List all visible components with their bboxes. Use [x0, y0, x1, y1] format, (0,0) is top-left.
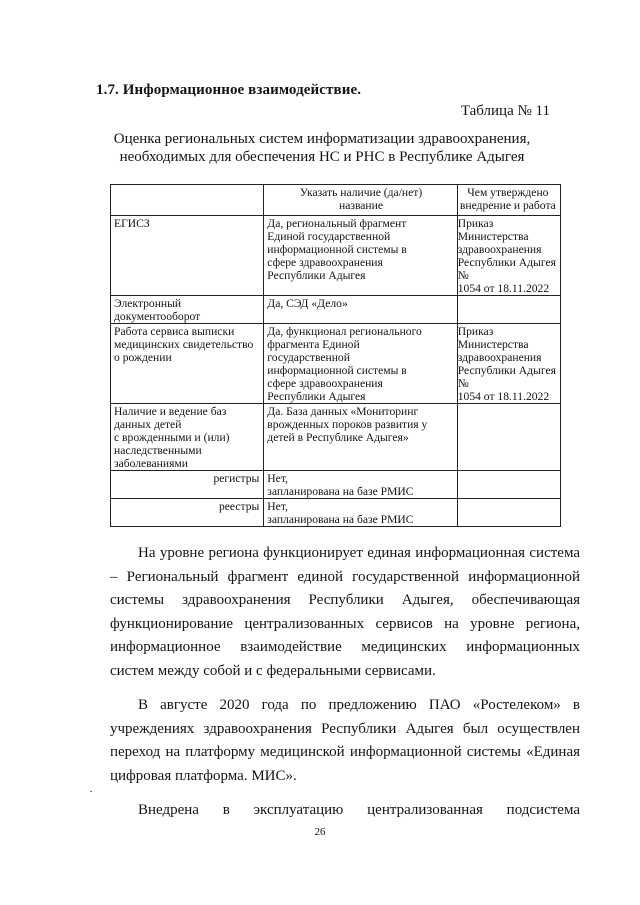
scan-artifact	[90, 791, 92, 792]
table-cell: ЕГИСЗ	[111, 216, 264, 296]
table-row	[111, 324, 561, 404]
table-header-row	[111, 185, 561, 216]
table-cell: регистры	[111, 471, 264, 499]
table-row	[111, 499, 561, 527]
table-cell: Работа сервиса выписки медицинских свидетельство о рождении	[111, 324, 264, 404]
section-heading: 1.7. Информационное взаимодействие.	[96, 82, 362, 98]
table-cell: реестры	[111, 499, 264, 527]
table-row	[111, 216, 561, 296]
table-cell: Нет, запланирована на базе РМИС	[264, 471, 457, 499]
table-cell: Да, региональный фрагмент Единой государственной информационной системы в сфере здравоохранения Республики Адыгея	[264, 216, 457, 296]
table-cell: Да, СЭД «Дело»	[264, 296, 457, 324]
header-cell: Чем утверждено внедрение и работа	[457, 185, 560, 216]
table-cell: Электронный документооборот	[111, 296, 264, 324]
table-row	[111, 296, 561, 324]
table-cell: Приказ Министерства здравоохранения Республики Адыгея № 1054 от 18.11.2022	[457, 216, 560, 296]
paragraph: В августе 2020 года по предложению ПАО «Ростелеком» в учреждениях здравоохранения Республики Адыгея был осуществлен переход на платформу медицинской информационной системы «Единая цифровая платформа. МИС».	[110, 697, 580, 784]
table-number: Таблица № 11	[460, 103, 550, 119]
header-cell: Указать наличие (да/нет) название	[264, 185, 457, 216]
body-text	[110, 542, 580, 823]
paragraph: На уровне региона функционирует единая информационная система – Региональный фрагмент единой государственной информационной системы здравоохранения Республики Адыгея, обеспечивающая функционирование централизованных сервисов на уровне региона, информационное взаимодействие медицинских информационных систем между собой и с федеральными сервисами.	[110, 545, 580, 679]
caption-line: Оценка региональных систем информатизации здравоохранения,	[113, 131, 531, 147]
header-cell	[111, 185, 264, 216]
table-row	[111, 471, 561, 499]
table-cell: Да, функционал регионального фрагмента Единой государственной информационной системы в сфере здравоохранения Республики Адыгея	[264, 324, 457, 404]
table-cell	[457, 296, 560, 324]
table-cell: Да. База данных «Мониторинг врожденных пороков развития у детей в Республике Адыгея»	[264, 404, 457, 471]
information-systems-table	[110, 184, 561, 527]
table-cell	[457, 471, 560, 499]
table-caption	[96, 130, 548, 166]
table-cell: Приказ Министерства здравоохранения Республики Адыгея № 1054 от 18.11.2022	[457, 324, 560, 404]
table-cell	[457, 499, 560, 527]
page-number: 26	[314, 826, 326, 838]
table-cell: Нет, запланирована на базе РМИС	[264, 499, 457, 527]
table-cell: Наличие и ведение баз данных детей с врожденными и (или) наследственными заболеваниями	[111, 404, 264, 471]
table-row	[111, 404, 561, 471]
caption-line: необходимых для обеспечения НС и РНС в Республике Адыгея	[119, 149, 525, 165]
paragraph: Внедрена в эксплуатацию централизованная подсистема	[138, 802, 580, 818]
table-cell	[457, 404, 560, 471]
